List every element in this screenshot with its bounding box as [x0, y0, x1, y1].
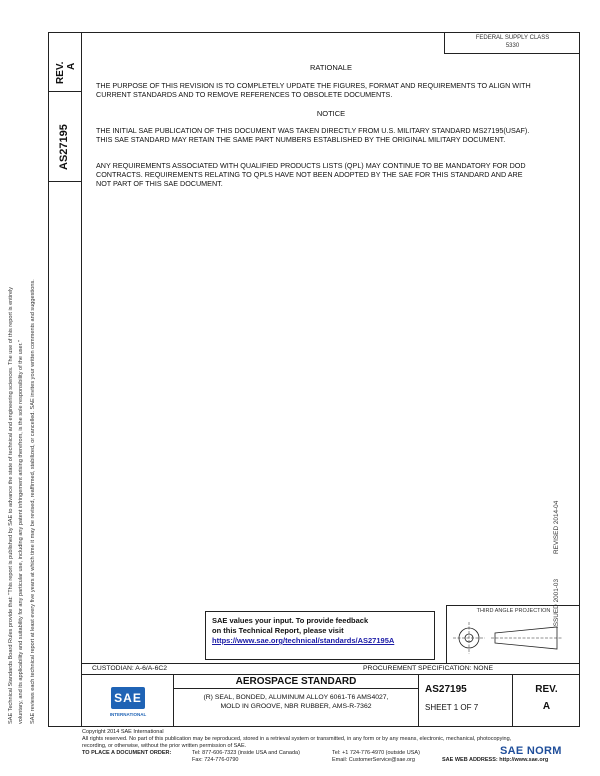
procurement-text: PROCUREMENT SPECIFICATION: NONE [363, 665, 494, 672]
aerospace-standard-heading: AEROSPACE STANDARD [174, 675, 418, 689]
qpl-text: ANY REQUIREMENTS ASSOCIATED WITH QUALIFIED PRODUCTS LISTS (QPL) MAY CONTINUE TO BE MANDATORY FOR DOD CONTRACTS. REQUIREMENTS RELATING TO QPLS HAVE NOT BEEN ADOPTED BY THE SAE FOR THIS STANDARD AND ARE NOT PART OF THIS SAE DOCUMENT. [96, 161, 526, 188]
title-rev-value: A [542, 701, 551, 712]
vertical-note-1: SAE Technical Standards Board Rules provide that: "This report is published by SAE to advance the state of technical and engineering sciences. The use of this report is entirely [8, 286, 14, 724]
fsc-line2: 5330 [505, 43, 520, 49]
notice-text: THE INITIAL SAE PUBLICATION OF THIS DOCUMENT WAS TAKEN DIRECTLY FROM U.S. MILITARY STANDARD MS27195(USAF). THIS SAE STANDARD MAY RETAIN THE SAME PART NUMBERS ESTABLISHED BY THE ORIGINAL MILITARY DOCUMENT. [96, 126, 530, 144]
left-rev-box [48, 32, 82, 92]
document-title [174, 694, 418, 711]
logo-subtext: INTERNATIONAL [109, 712, 147, 717]
projection-symbol-icon [447, 614, 579, 660]
title-block [82, 675, 580, 727]
title-cell [174, 675, 419, 727]
left-rev-value: A [66, 62, 77, 70]
projection-label: THIRD ANGLE PROJECTION [476, 608, 551, 614]
feedback-line2: on this Technical Report, please visit [212, 626, 344, 635]
feedback-box [205, 611, 435, 660]
info-bar [82, 663, 580, 675]
fax: Fax: 724-776-0790 [192, 757, 239, 763]
order-label: TO PLACE A DOCUMENT ORDER: [82, 750, 172, 756]
document-title-line1: (R) SEAL, BONDED, ALUMINUM ALLOY 6061-T6 AMS4027, [203, 694, 389, 701]
tel-outside: Tel: +1 724-776-4970 (outside USA) [332, 750, 420, 756]
feedback-line1: SAE values your input. To provide feedback [212, 616, 369, 625]
vertical-notes [0, 0, 48, 776]
vertical-note-3: SAE reviews each technical report at least every five years at which time it may be revised, reaffirmed, stabilized, or cancelled. SAE invites your written comments and suggestions. [30, 279, 36, 724]
sheet-number: SHEET 1 OF 7 [425, 703, 479, 712]
email[interactable]: Email: CustomerService@sae.org [332, 757, 415, 763]
left-rev-label: REV. [55, 61, 66, 84]
revised-date: REVISED 2014-04 [553, 500, 560, 554]
notice-heading: NOTICE [316, 109, 346, 118]
document-title-line2: MOLD IN GROOVE, NBR RUBBER, AMS-R-7362 [220, 702, 372, 710]
sae-logo-icon: SAE [111, 687, 145, 709]
custodian-text: CUSTODIAN: A-6/A-6C2 [92, 665, 168, 672]
web-address[interactable]: SAE WEB ADDRESS: http://www.sae.org [442, 757, 549, 763]
rev-cell [513, 675, 580, 727]
vertical-note-2: voluntary, and its applicability and suitability for any particular use, including any patent infringement arising therefrom, is the sole responsibility of the user." [18, 340, 24, 724]
rationale-text: THE PURPOSE OF THIS REVISION IS TO COMPLETELY UPDATE THE FIGURES, FORMAT AND REQUIREMENTS TO ALIGN WITH CURRENT STANDARDS AND TO REMOVE REFERENCES TO OBSOLETE DOCUMENTS. [96, 81, 531, 99]
left-doc-number: AS27195 [58, 124, 70, 170]
footer-rights-2: recording, or otherwise, without the prior written permission of SAE. [82, 743, 247, 749]
number-cell [419, 675, 513, 727]
title-doc-number: AS27195 [425, 684, 467, 695]
third-angle-projection [446, 605, 580, 663]
issued-date: ISSUED 2001-03 [553, 578, 560, 628]
federal-supply-class [444, 32, 580, 54]
logo-cell [82, 675, 174, 727]
fsc-line1: FEDERAL SUPPLY CLASS [475, 35, 550, 41]
left-doc-number-box [48, 92, 82, 182]
footer-rights: All rights reserved. No part of this publication may be reproduced, stored in a retrieval system or transmitted, in any form or by any means, electronic, mechanical, photocopying, [82, 736, 512, 742]
title-rev-label: REV. [535, 684, 558, 695]
footer-copyright: Copyright 2014 SAE International [82, 729, 164, 735]
tel-usa: Tel: 877-606-7323 (inside USA and Canada) [192, 750, 300, 756]
feedback-link[interactable]: https://www.sae.org/technical/standards/AS27195A [212, 636, 395, 645]
rationale-heading: RATIONALE [310, 63, 352, 72]
watermark: SAE NORM [500, 745, 562, 757]
